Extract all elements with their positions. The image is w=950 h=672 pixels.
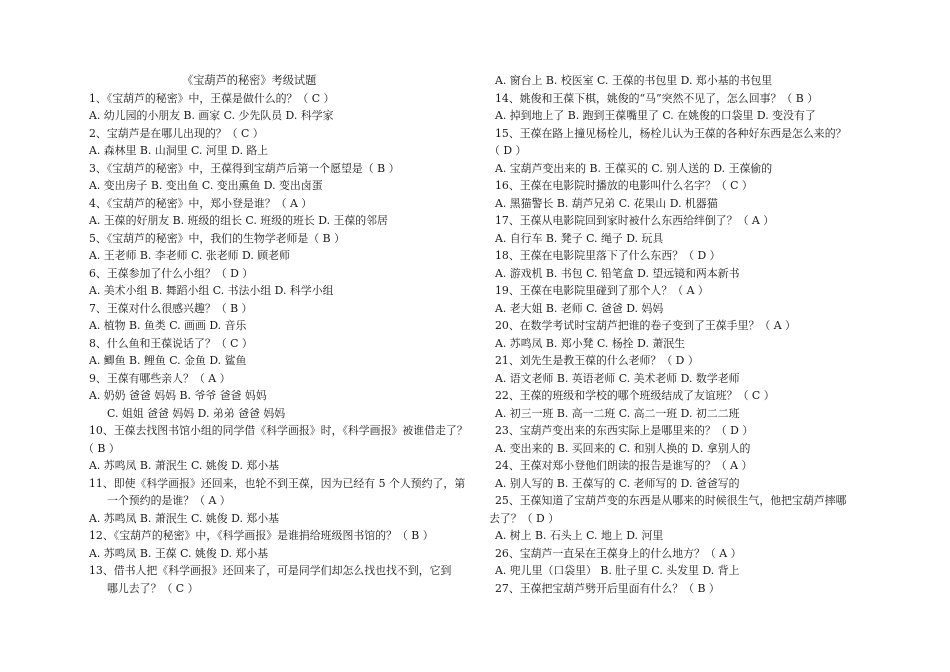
options-line: A. 窗台上 B. 校医室 C. 王葆的书包里 D. 郑小基的书包里 — [495, 74, 773, 87]
options-line: 一个预约的是谁？（ A ） — [107, 494, 231, 507]
options-line: A. 变出来的 B. 买回来的 C. 和别人换的 D. 拿别人的 — [495, 441, 751, 455]
options-line: A. 森林里 B. 山洞里 C. 河里 D. 路上 — [89, 144, 269, 157]
options-line: A. 兜儿里（口袋里） B. 肚子里 C. 头发里 D. 背上 — [495, 564, 740, 577]
question-line: 22、王葆的班级和学校的哪个班级结成了友谊班？（ C ） — [495, 389, 775, 402]
question-line: 9、王葆有哪些亲人？（ A ） — [89, 371, 231, 385]
continuation-line: （ D ） — [489, 144, 527, 157]
question-line: 15、王葆在路上撞见杨栓儿，杨栓儿认为王葆的各种好东西是怎么来的？ — [495, 126, 847, 140]
question-line: 6、王葆参加了什么小组？（ D ） — [89, 266, 254, 280]
options-line: 哪儿去了？（ C ） — [107, 581, 199, 595]
question-line: 5、《宝葫芦的秘密》中，我们的生物学老师是（ B ） — [89, 231, 346, 245]
options-line: A. 别人写的 B. 王葆写的 C. 老师写的 D. 爸爸写的 — [495, 476, 740, 490]
options-line: A. 宝葫芦变出来的 B. 王葆买的 C. 别人送的 D. 王葆偷的 — [495, 161, 773, 175]
question-line: 21、刘先生是教王葆的什么老师？（ D ） — [495, 354, 699, 367]
continuation-line: （ B ） — [83, 441, 120, 455]
options-line: A. 初三一班 B. 高一二班 C. 高二一班 D. 初二二班 — [495, 406, 740, 420]
options-line: A. 树上 B. 石头上 C. 地上 D. 河里 — [495, 529, 664, 542]
question-line: 14、姚俊和王葆下棋，姚俊的“马”突然不见了，怎么回事？（ B ） — [495, 91, 819, 105]
options-line: A. 奶奶 爸爸 妈妈 B. 爷爷 爸爸 妈妈 — [89, 389, 267, 402]
question-line: 20、在数学考试时宝葫芦把谁的卷子变到了王葆手里？（ A ） — [495, 319, 796, 332]
question-line: 16、王葆在电影院时播放的电影叫什么名字？（ C ） — [495, 179, 753, 192]
continuation-line: 去了？（ D ） — [489, 511, 560, 525]
question-line: 26、宝葫芦一直呆在王葆身上的什么地方？（ A ） — [495, 546, 742, 560]
options-line: A. 掉到地上了 B. 跑到王葆嘴里了 C. 在姚俊的口袋里 D. 变没有了 — [495, 109, 816, 122]
question-line: 17、王葆从电影院回到家时被什么东西给绊倒了？（ A ） — [495, 214, 775, 227]
options-line: A. 自行车 B. 凳子 C. 绳子 D. 玩具 — [495, 231, 664, 245]
question-line: 13、借书人把《科学画报》还回来了，可是同学们却怎么找也找不到，它到 — [89, 564, 452, 577]
question-line: 2、宝葫芦是在哪儿出现的？（ C ） — [89, 126, 264, 140]
question-line: 24、王葆对郑小登他们朗读的报告是谁写的？（ A ） — [495, 459, 753, 472]
right-column — [489, 72, 892, 597]
question-line: 10、王葆去找图书馆小组的同学借《科学画报》时，《科学画报》被谁借走了？ — [89, 424, 468, 437]
options-line: A. 植物 B. 鱼类 C. 画画 D. 音乐 — [89, 319, 247, 332]
options-line: A. 苏鸣凤 B. 王葆 C. 姚俊 D. 郑小基 — [89, 546, 269, 560]
options-line: A. 语文老师 B. 英语老师 C. 美术老师 D. 数学老师 — [495, 371, 740, 385]
options-line: A. 变出房子 B. 变出鱼 C. 变出熏鱼 D. 变出卤蛋 — [89, 179, 323, 192]
question-line: 8、什么鱼和王葆说话了？（ C ） — [89, 336, 253, 350]
question-line: 3、《宝葫芦的秘密》中，王葆得到宝葫芦后第一个愿望是（ B ） — [89, 161, 400, 175]
question-line: 1、《宝葫芦的秘密》中，王葆是做什么的？（ C ） — [89, 91, 335, 105]
question-line: 18、王葆在电影院里落下了什么东西？（ D ） — [495, 249, 721, 262]
question-line: 7、王葆对什么很感兴趣？（ B ） — [89, 301, 253, 315]
options-line: A. 苏鸣凤 B. 郑小凳 C. 杨拴 D. 萧泯生 — [495, 336, 686, 350]
question-line: 11、即使《科学画报》还回来，也轮不到王葆，因为已经有 5 个人预约了，第 — [89, 476, 466, 490]
options-line: A. 游戏机 B. 书包 C. 铅笔盒 D. 望远镜和两本新书 — [495, 266, 740, 280]
left-column — [83, 72, 486, 597]
options-line: C. 姐姐 爸爸 妈妈 D. 弟弟 爸爸 妈妈 — [107, 406, 286, 420]
question-line: 19、王葆在电影院里碰到了那个人？（ A ） — [495, 284, 709, 297]
options-line: A. 王葆的好朋友 B. 班级的组长 C. 班级的班长 D. 王葆的邻居 — [89, 214, 388, 227]
options-line: A. 王老师 B. 李老师 C. 张老师 D. 顾老师 — [89, 249, 290, 262]
question-line: 23、宝葫芦变出来的东西实际上是哪里来的？（ D ） — [495, 424, 754, 437]
options-line: A. 鲫鱼 B. 鲤鱼 C. 金鱼 D. 鲨鱼 — [89, 354, 247, 367]
question-line: 25、王葆知道了宝葫芦变的东西是从哪来的时候很生气，他把宝葫芦摔哪 — [495, 494, 847, 507]
question-line: 12、《宝葫芦的秘密》中，《科学画报》是谁捐给班级图书馆的？（ B ） — [89, 529, 434, 542]
options-line: A. 美术小组 B. 舞蹈小组 C. 书法小组 D. 科学小组 — [89, 284, 334, 297]
options-line: A. 幼儿园的小朋友 B. 画家 C. 少先队员 D. 科学家 — [89, 109, 334, 122]
exam-title: 《宝葫芦的秘密》考级试题 — [182, 74, 317, 87]
options-line: A. 老大姐 B. 老师 C. 爸爸 D. 妈妈 — [495, 301, 664, 315]
question-line: 27、王葆把宝葫芦劈开后里面有什么？（ B ） — [495, 581, 720, 595]
question-line: 4、《宝葫芦的秘密》中，郑小登是谁？（ A ） — [89, 196, 313, 210]
options-line: A. 苏鸣凤 B. 萧泯生 C. 姚俊 D. 郑小基 — [89, 511, 280, 525]
options-line: A. 苏鸣凤 B. 萧泯生 C. 姚俊 D. 郑小基 — [89, 459, 280, 472]
options-line: A. 黑猫警长 B. 葫芦兄弟 C. 花果山 D. 机器猫 — [495, 196, 718, 210]
